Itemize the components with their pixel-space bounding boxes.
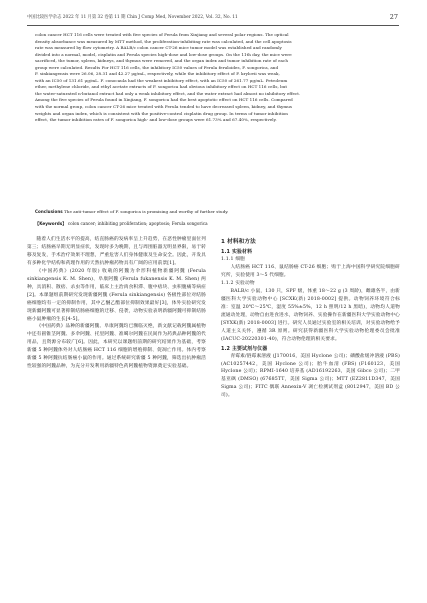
- abstract-line: F. sinkiangensis were 26.06, 28.31 and 42.27 μg/mL, respectively, while the inhibitory effect of F. krylovii was weak,: [35, 71, 280, 77]
- abstract-line: divided into a normal, model, cisplatin and Ferula species high-dose and low-dose groups. On the 11th day, the mice were: [35, 51, 292, 57]
- page-number: 27: [389, 13, 398, 21]
- subsection-heading: 1.1 实验材料: [221, 249, 253, 255]
- sub-subsection-heading: 1.1.1 细胞: [221, 257, 245, 262]
- body-paragraph: 《中国药典》(2020 年版) 收载的阿魏为伞形科植物新疆阿魏 (Ferula sinkiangensis K. M. Shen)、阜康阿魏 (Ferula fukanensis K. M. Shen) 两种，具消积、散痞、杀虫等作用，临床上主治肉食积滞、腹中痞块、虫积腹痛等病症[2]。本课题组前期研究发现新疆阿魏 (Ferula sinkiangensis) 各极性部位对结肠癌细胞均有一定的抑制作用，其中乙醚乙酯部位抑制效果最好[3]，体外实验研究发现新疆阿魏可显著抑制结肠癌细胞的迁移、侵袭，动物实验表明新疆阿魏可抑制结肠癌小鼠肿瘤的生长[4-5]。: [27, 268, 206, 322]
- abstract-line: rate was measured by flow cytometry. A BALB/c colon cancer CT-26 mice tumor model was established and randomly: [35, 45, 282, 51]
- abstract-conclusions: [35, 209, 391, 216]
- abstract-line: the water-saturated n-butanol extract had only a weak inhibitory effect, and the water extract had almost no inhibitory effect.: [35, 90, 301, 96]
- sub-subsection-heading: 1.1.2 实验动物: [221, 280, 255, 286]
- abstract-line: weights and organ index, which is consistent with the positive-control cisplatin drug group. In terms of tumor inhibition: [35, 110, 288, 116]
- keywords-text: colon cancer; inhibiting proliferation; apoptosis; Ferula songorica: [66, 221, 208, 226]
- body-paragraph: 随着人们生活水平的提高，结直肠癌的发病率呈上升趋势，在恶性肿瘤里面位列第三；结肠癌早期无明显症状，发现时多为晚期，且与周围脏器无明显界限，易于转移及复发，手术治疗效果不理想，严重危害人们身体健康及生命安全。因此，开发具有多种化学结构和药理作用的天然抗肿瘤药物具有广阔的应用前景[1]。: [27, 237, 206, 266]
- subsection-heading: 1.2 主要试剂与仪器: [221, 345, 268, 352]
- abstract-line: effect, the tumor inhibition rates of F. songorica high- and low-dose groups were 61.73% and 67.40%, respectively.: [35, 117, 277, 123]
- abstract-line: Among the five species of Ferula found in Xinjiang, F. songorica had the best apoptotic effect on HCT 116 cells. Compared: [35, 97, 293, 103]
- body-paragraph: 青霉素/链霉素溶液 (J170016，美国 Hyclone 公司)；磷酸盐缓冲溶液 (PBS) (AC10257442，美国 Hyclone 公司)；胎牛血清 (FBS) (F160123，美国 Hyclone 公司)；RPMI-1640 培养基 (AD16192263，美国 Gibco 公司)；二甲基亚砜 (DMSO) (67685TT，美国 Sigma 公司)；MTT (EZ2811D347，美国 Sigma 公司)；FITC 偶联 Annexin-V 凋亡检测试剂盒 (8012947，美国 BD 公司)。: [221, 353, 400, 399]
- conclusions-label: Conclusions: [35, 209, 63, 214]
- section-heading: 1 材料和方法: [221, 239, 256, 245]
- abstract-line: density absorbance was measured by MTT method, the proliferation-inhibiting rate was calculated, and the cell apoptosis: [35, 38, 292, 44]
- keywords: [35, 221, 391, 227]
- abstract-line: with an IC50 of 131.61 μg/mL. F. conocaula had the weakest inhibitory effect, with an IC50 of 261.77 μg/mL. Petroleum: [35, 77, 288, 83]
- conclusions-text: The anti-tumor effect of F. songorica is promising and worthy of further study.: [62, 209, 229, 214]
- abstract-line: with the normal group, colon cancer CT-26 mice treated with Ferula tended to have decreased spleen, kidney, and thymus: [35, 104, 293, 110]
- running-header: [27, 15, 398, 21]
- right-column: [221, 236, 400, 400]
- left-column: [27, 236, 206, 371]
- abstract-line: ether, methylene chloride, and ethyl acetate extracts of F. songorica had obvious inhibitory effect on HCT 116 cells, but: [35, 84, 288, 90]
- abstract-line: group were calculated. Results For HCT 116 cells, the inhibitory IC50 values of Ferula feruloides, F. songorica, and: [35, 64, 279, 70]
- header-rule: [27, 25, 399, 26]
- abstract-line: sacrificed, the tumor, spleen, kidneys, and thymus were removed, and the organ index and tumor inhibition rate of each: [35, 58, 288, 64]
- abstract-line: colon cancer HCT 116 cells were treated with five species of Ferula from Xinjiang and several polar regions. The optical: [35, 32, 289, 37]
- english-abstract: [35, 32, 391, 124]
- body-paragraph: 人结肠癌 HCT 116、鼠结肠癌 CT-26 细胞；购于上海中国科学研究院细胞研究所，实验使用 3～5 代细胞。: [221, 265, 400, 278]
- body-paragraph: BALB/c 小鼠，130 只，SPF 级，体重 18～22 g (3 周龄)，雌雄各半，由新疆医科大学实验动物中心 [SCXK(新) 2018-0002] 提供。动物饲养环境符合标准：室温 20℃～25℃，湿度 55%±5%，12 h 照明/12 h 黑暗)，动物均人道物流通动处理，动物自由进食进水，动物饲养、实验操作在新疆医科大学实验动物中心 [SYXK(新) 2018-0003] 进行。研究人员通过实验室的相关培训，对实验动物给予人道主义关怀，遵循 3R 原则。研究获得新疆医科大学实验动物伦理委员会批准 (IACUC-20220301-40)，符合动物伦理的相关要求。: [221, 288, 400, 342]
- keywords-label: 【Keywords】: [35, 221, 67, 226]
- body-paragraph: 《中国药典》品种的新疆阿魏、阜康阿魏均已濒临灭绝，新文献记载阿魏属植物中还有圆锥茎阿魏、多伞阿魏、托里阿魏、准噶尔阿魏在民间作为药典品种阿魏的代用品，且资源分布较广[6]。因此，本研究以课题组前期的研究结果作为基础，考察新疆 5 种阿魏体外对人结肠癌 HCT 116 细胞的增殖抑制、促凋亡作用。体内考察新疆 5 种阿魏抗结肠癌小鼠的作用。通过系统研究新疆 5 种阿魏，筛选出抗肿瘤活性较强的阿魏品种，为充分开发利用新疆特色药阿魏植物资源奠定实验基础。: [27, 324, 206, 370]
- journal-citation: 中国比较医学杂志 2022 年 11 月第 32 卷第 11 期 Chin J Comp Med, November 2022, Vol. 32, No. 11: [27, 15, 238, 20]
